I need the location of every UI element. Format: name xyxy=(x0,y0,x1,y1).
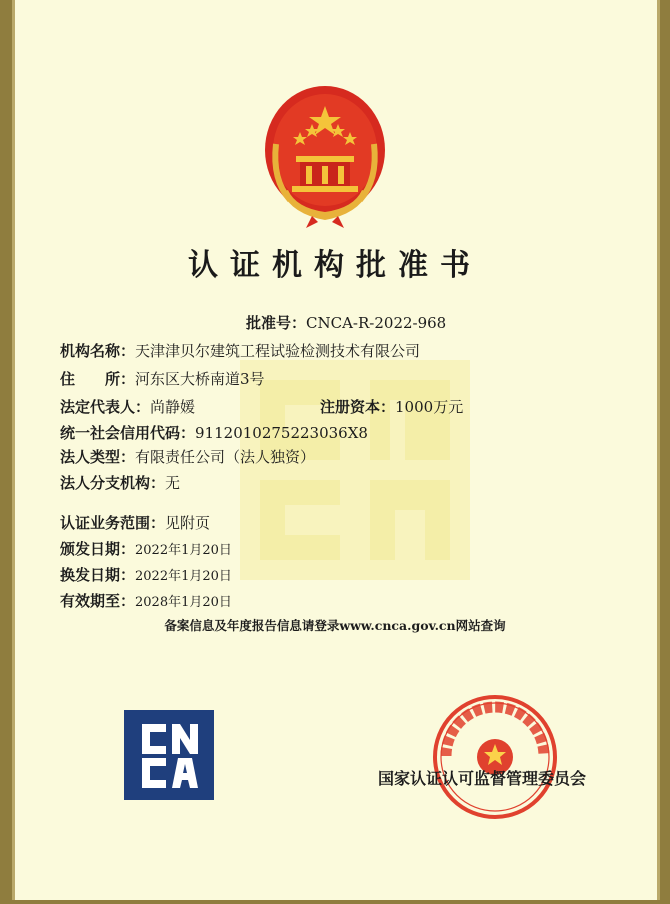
capital-value: 1000万元 xyxy=(395,398,464,416)
credit-code-row xyxy=(60,422,368,443)
branch-label: 法人分支机构： xyxy=(60,474,166,492)
filing-info-note: 备案信息及年度报告信息请登录www.cnca.gov.cn网站查询 xyxy=(164,618,506,633)
certificate-title: 认证机构批准书 xyxy=(188,248,482,283)
approval-number-label: 批准号： xyxy=(246,314,307,332)
renew-date-label: 换发日期： xyxy=(60,566,136,584)
legal-rep-value: 尚静媛 xyxy=(150,398,196,416)
issuer-name: 国家认证认可监督管理委员会 xyxy=(378,769,587,788)
capital-label: 注册资本： xyxy=(320,398,396,416)
scope-row xyxy=(60,512,210,533)
credit-code-label: 统一社会信用代码： xyxy=(60,424,196,442)
issue-date-value: 2022年1月20日 xyxy=(135,543,232,558)
entity-type-value: 有限责任公司（法人独资） xyxy=(135,448,316,466)
approval-number-value: CNCA-R-2022-968 xyxy=(306,314,447,332)
entity-type-label: 法人类型： xyxy=(60,448,136,466)
branch-row xyxy=(60,472,180,493)
valid-until-label: 有效期至： xyxy=(60,592,136,610)
org-name-value: 天津津贝尔建筑工程试验检测技术有限公司 xyxy=(135,342,421,360)
national-emblem-icon xyxy=(262,84,388,228)
renew-date-value: 2022年1月20日 xyxy=(135,569,232,584)
legal-rep-label: 法定代表人： xyxy=(60,398,151,416)
issue-date-label: 颁发日期： xyxy=(60,540,136,558)
address-value: 河东区大桥南道3号 xyxy=(135,370,265,388)
cnca-watermark-icon xyxy=(240,360,470,580)
official-seal-icon xyxy=(432,694,558,820)
org-name-row xyxy=(60,340,420,361)
org-name-label: 机构名称： xyxy=(60,342,136,360)
capital-row xyxy=(320,396,463,417)
scope-value: 见附页 xyxy=(165,514,211,532)
approval-number-row xyxy=(246,312,446,333)
issue-date-row xyxy=(60,538,232,559)
scope-label: 认证业务范围： xyxy=(60,514,166,532)
valid-until-row xyxy=(60,590,232,611)
cnca-logo-icon xyxy=(124,710,214,800)
branch-value: 无 xyxy=(165,474,181,492)
address-label: 住 所： xyxy=(60,370,136,388)
credit-code-value: 9112010275223036X8 xyxy=(195,424,368,442)
valid-until-value: 2028年1月20日 xyxy=(135,595,232,610)
legal-rep-row xyxy=(60,396,195,417)
renew-date-row xyxy=(60,564,232,585)
entity-type-row xyxy=(60,446,315,467)
address-row xyxy=(60,368,265,389)
